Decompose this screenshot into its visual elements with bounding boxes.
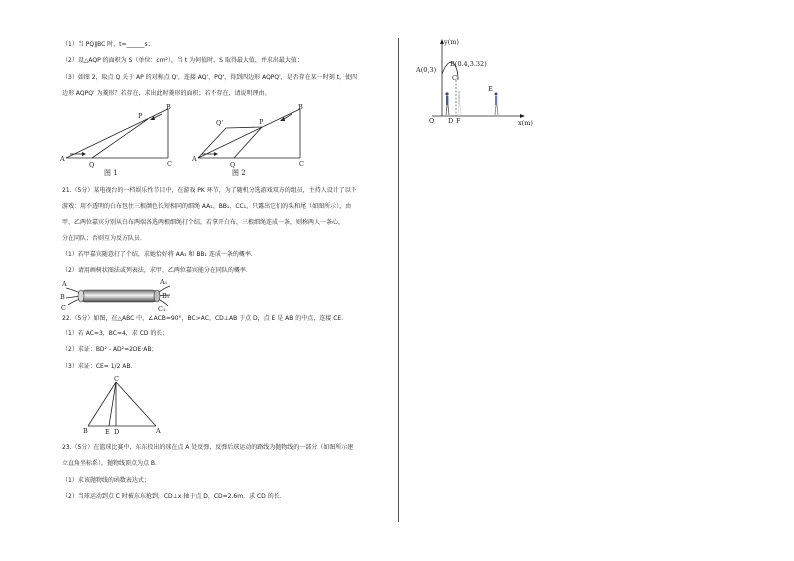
- graph-y-axis-label: y(m): [444, 38, 459, 46]
- fig1-label-P: P: [138, 112, 143, 120]
- q21-line3: 甲、乙两位嘉宾分别从白布两端各选两根细绳打个结，若拿开白布，三根细绳连成一条，则称两人一条心，: [62, 219, 345, 226]
- fig2-label-P: P: [259, 118, 264, 126]
- fig1-label-A: A: [60, 155, 65, 163]
- q20-figure-1: [60, 103, 180, 175]
- graph-label-E: E: [488, 85, 493, 93]
- q22-triangle-figure: [82, 376, 162, 436]
- graph-label-O: O: [429, 117, 435, 125]
- tri-label-B: B: [83, 427, 88, 435]
- q23-sub1: （1）求该抛物线的函数表达式；: [62, 477, 150, 484]
- fig2-label-A: A: [192, 155, 197, 163]
- rope-label-B: B: [60, 293, 65, 301]
- tri-label-A: A: [156, 427, 161, 435]
- player-left-icon: [445, 92, 449, 115]
- fig2-caption: 图 2: [232, 169, 246, 177]
- graph-label-F: F: [456, 117, 461, 125]
- graph-label-D: D: [448, 117, 454, 125]
- graph-x-axis-label: x(m): [518, 119, 533, 127]
- rope-label-A: A: [62, 280, 67, 288]
- fig1-caption: 图 1: [104, 169, 118, 177]
- q20-part1: （1）当 PQ∥BC 时，t=______s；: [62, 41, 154, 48]
- q23-sub2: （2）当球运动到点 C 时被东东抢到，CD⊥x 轴于点 D，CD=2.6m．求 CD 的长．: [62, 493, 286, 500]
- q23-line2: 立直角坐标系），抛物线顶点为点 B．: [62, 460, 162, 467]
- q20-part2: （2）设△AQP 的面积为 S（单位：cm²），当 t 为何值时，S 取得最大值，并求出最大值；: [62, 57, 303, 64]
- player-middle-icon: [458, 91, 461, 115]
- tri-label-C: C: [114, 375, 119, 383]
- rope-label-B1: B₁: [162, 292, 170, 300]
- q20-part3-line1: （3）如图 2，取点 Q 关于 AP 的对称点 Q'，连接 AQ'，PQ'，得到四边形 AQPQ'，是否存在某一时刻 t，使四: [62, 74, 358, 81]
- fig1-label-Q: Q: [89, 161, 95, 169]
- tri-label-E: E: [105, 428, 110, 436]
- tri-label-D: D: [114, 428, 120, 436]
- player-right-icon: [495, 93, 499, 116]
- q21-rope-figure: [60, 278, 180, 312]
- graph-label-B: B(0.4,3.32): [450, 60, 487, 68]
- q21-line2: 游戏：用不透明的白布包住三根颜色长短相同的细绳 AA₁、BB₁、CC₁，只露出它们的头和尾（如图所示），由: [62, 203, 352, 210]
- rope-label-C1: C₁: [158, 305, 166, 313]
- column-divider: [398, 38, 399, 522]
- q22-sub3: （3）求证：CE= 1/2 AB．: [62, 363, 137, 370]
- q23-line1: 23.（5分）在篮球比赛中，东东投出的球在点 A 处反弹，反弹后球运动的路线为抛物线的一部分（如图所示建: [62, 444, 354, 451]
- q21-sub2: （2）请用画树状图法或列表法，求甲、乙两位嘉宾能分在同队的概率．: [62, 267, 252, 274]
- fig2-label-C: C: [299, 160, 304, 168]
- q20-part3-line2: 边形 AQPQ' 为菱形？若存在，求出此时菱形的面积；若不存在，请说明理由。: [62, 90, 271, 97]
- q22-sub2: （2）求证：BD² - AD²=2DE·AB；: [62, 346, 158, 353]
- fig2-label-B: B: [298, 103, 303, 111]
- rope-label-A1: A₁: [160, 278, 168, 286]
- q23-basketball-graph: [412, 36, 536, 128]
- q20-figure-2: [192, 103, 312, 175]
- q21-sub1: （1）若甲嘉宾随意打了个结，求她恰好将 AA₁ 和 BB₁ 连成一条的概率．: [62, 251, 257, 258]
- graph-label-A: A(0,3): [416, 66, 437, 74]
- q22-sub1: （1）若 AC=3，BC=4，求 CD 的长；: [62, 330, 169, 337]
- q21-line1: 21.（5分）某电视台的一档娱乐性节目中，在游戏 PK 环节，为了随机分选游戏双方的组员，主持人设计了以下: [62, 187, 357, 194]
- fig2-label-Q: Q: [230, 161, 236, 169]
- graph-label-C: C: [452, 74, 457, 82]
- fig1-label-C: C: [167, 160, 172, 168]
- q21-line4: 分在同队；否则互为反方队员．: [62, 235, 147, 242]
- fig2-label-Qprime: Q': [216, 119, 224, 127]
- rope-label-C: C: [61, 304, 66, 312]
- q22-line1: 22.（5分）如图，在△ABC 中，∠ACB=90°，BC>AC，CD⊥AB 于点 D，点 E 是 AB 的中点，连接 CE．: [62, 315, 348, 322]
- fig1-label-B: B: [166, 103, 171, 111]
